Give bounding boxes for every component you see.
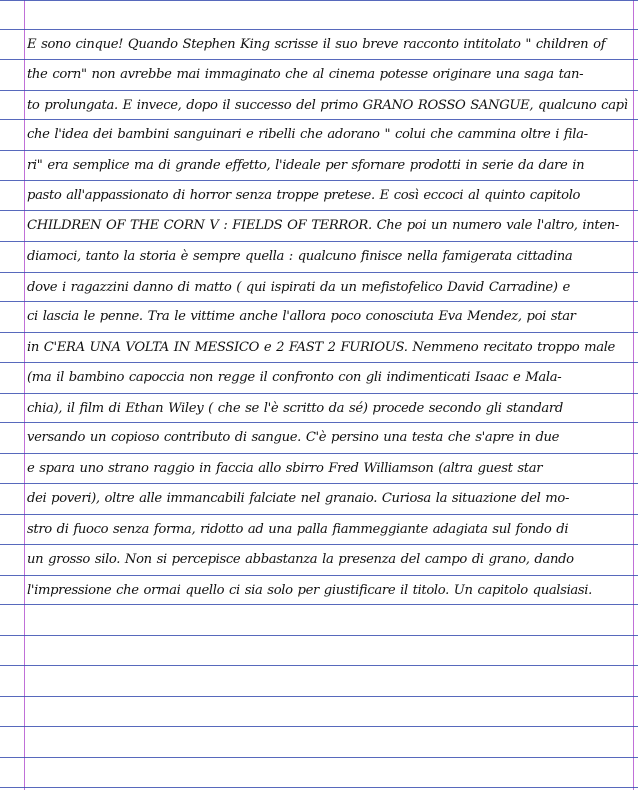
text-line: un grosso silo. Non si percepisce abbastanza la presenza del campo di grano, dando [27, 552, 574, 567]
ruled-line [0, 726, 638, 727]
text-line: ri" era semplice ma di grande effetto, l'ideale per sfornare prodotti in serie da dare in [27, 158, 585, 173]
text-line: E sono cinque! Quando Stephen King scrisse il suo breve racconto intitolato " children of [27, 37, 606, 52]
text-line: ci lascia le penne. Tra le vittime anche l'allora poco conosciuta Eva Mendez, poi star [27, 309, 576, 324]
ruled-line [0, 665, 638, 666]
text-line: e spara uno strano raggio in faccia allo sbirro Fred Williamson (altra guest star [27, 461, 543, 476]
text-line: dei poveri), oltre alle immancabili falciate nel granaio. Curiosa la situazione del mo- [27, 491, 570, 506]
text-line: CHILDREN OF THE CORN V : FIELDS OF TERROR. Che poi un numero vale l'altro, inten- [27, 218, 619, 233]
text-line: to prolungata. E invece, dopo il successo del primo GRANO ROSSO SANGUE, qualcuno capì [27, 98, 628, 113]
ruled-line [0, 787, 638, 788]
ruled-line [0, 635, 638, 636]
text-line: (ma il bambino capoccia non regge il confronto con gli indimenticati Isaac e Mala- [27, 370, 562, 385]
text-line: in C'ERA UNA VOLTA IN MESSICO e 2 FAST 2 FURIOUS. Nemmeno recitato troppo male [27, 340, 615, 355]
text-line: the corn" non avrebbe mai immaginato che al cinema potesse originare una saga tan- [27, 67, 584, 82]
text-line: diamoci, tanto la storia è sempre quella : qualcuno finisce nella famigerata cittadina [27, 249, 573, 264]
text-line: dove i ragazzini danno di matto ( qui ispirati da un mefistofelico David Carradine) e [27, 280, 570, 295]
text-line: versando un copioso contributo di sangue. C'è persino una testa che s'apre in due [27, 430, 560, 445]
ruled-line [0, 0, 638, 1]
text-line: stro di fuoco senza forma, ridotto ad una palla fiammeggiante adagiata sul fondo di [27, 522, 569, 537]
ruled-line [0, 757, 638, 758]
text-line: pasto all'appassionato di horror senza troppe pretese. E così eccoci al quinto capitolo [27, 188, 581, 203]
text-line: chia), il film di Ethan Wiley ( che se l'è scritto da sé) procede secondo gli standard [27, 401, 563, 416]
text-line: che l'idea dei bambini sanguinari e ribelli che adorano " colui che cammina oltre i fila- [27, 127, 588, 142]
ruled-line [0, 696, 638, 697]
text-line: l'impressione che ormai quello ci sia solo per giustificare il titolo. Un capitolo qualsiasi. [27, 583, 593, 598]
